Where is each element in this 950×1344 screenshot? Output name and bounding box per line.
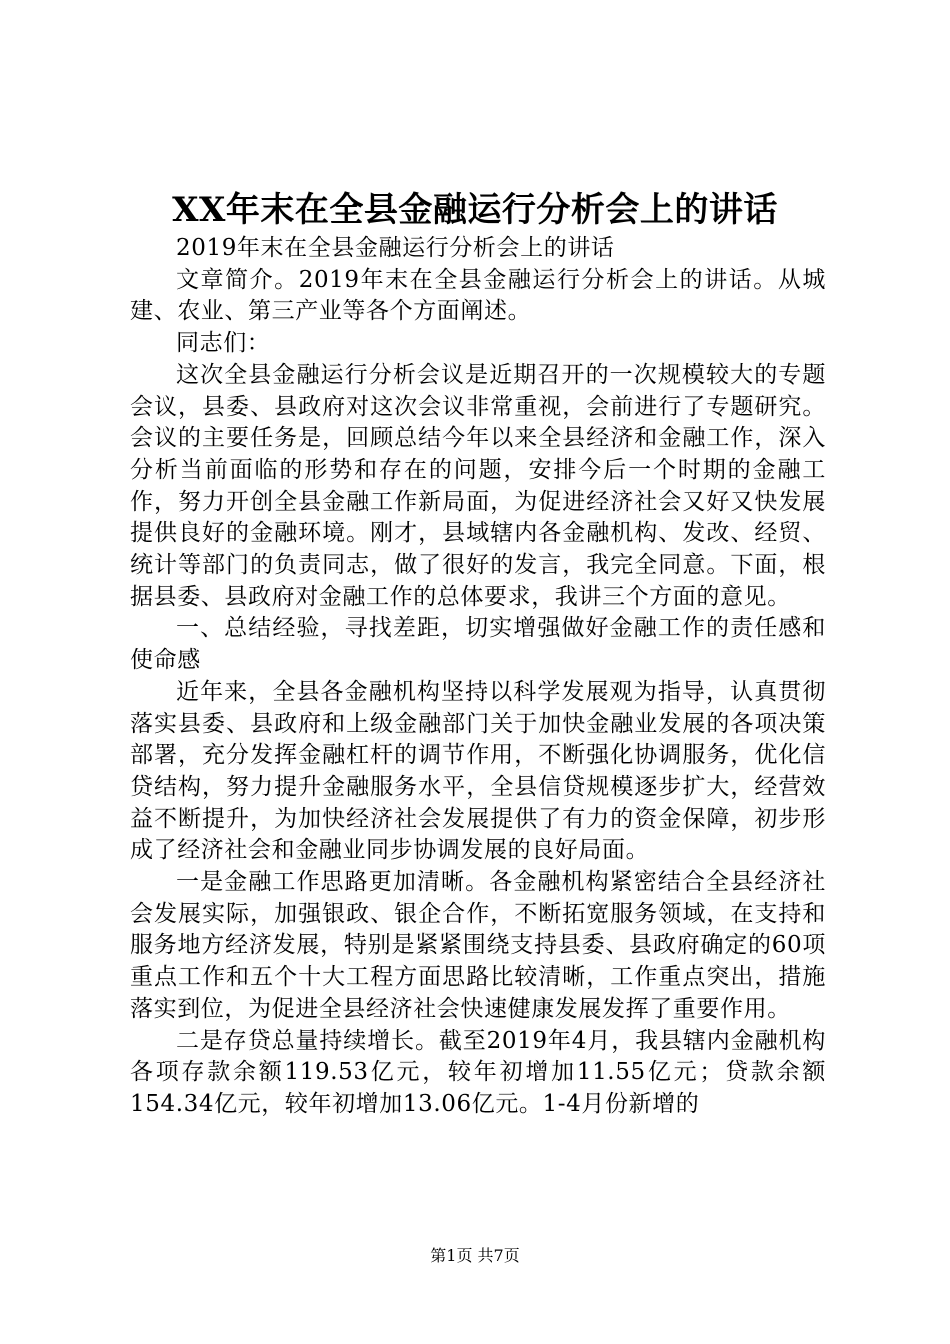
body-paragraph: 二是存贷总量持续增长。截至2019年4月，我县辖内金融机构各项存款余额119.53亿元，较年初增加11.55亿元；贷款余额154.34亿元，较年初增加13.06亿元。1-4月份新增的	[130, 1027, 826, 1117]
document-body	[130, 233, 826, 1121]
subtitle-paragraph: 2019年末在全县金融运行分析会上的讲话	[176, 235, 615, 261]
section-heading-paragraph: 一、总结经验，寻找差距，切实增强做好金融工作的责任感和使命感	[130, 615, 826, 674]
page-number-footer: 第1页 共7页	[430, 1246, 520, 1265]
summary-paragraph: 文章简介。2019年末在全县金融运行分析会上的讲话。从城建、农业、第三产业等各个方面阐述。	[130, 266, 826, 325]
body-paragraph: 近年来，全县各金融机构坚持以科学发展观为指导，认真贯彻落实县委、县政府和上级金融部门关于加快金融业发展的各项决策部署，充分发挥金融杠杆的调节作用，不断强化协调服务，优化信贷结构，努力提升金融服务水平，全县信贷规模逐步扩大，经营效益不断提升，为加快经济社会发展提供了有力的资金保障，初步形成了经济社会和金融业同步协调发展的良好局面。	[130, 678, 826, 864]
document-title: XX年末在全县金融运行分析会上的讲话	[172, 190, 778, 230]
body-paragraph: 这次全县金融运行分析会议是近期召开的一次规模较大的专题会议，县委、县政府对这次会议非常重视，会前进行了专题研究。会议的主要任务是，回顾总结今年以来全县经济和金融工作，深入分析当前面临的形势和存在的问题，安排今后一个时期的金融工作，努力开创全县金融工作新局面，为促进经济社会又好又快发展提供良好的金融环境。刚才，县域辖内各金融机构、发改、经贸、统计等部门的负责同志，做了很好的发言，我完全同意。下面，根据县委、县政府对金融工作的总体要求，我讲三个方面的意见。	[130, 361, 826, 610]
salutation-paragraph: 同志们：	[176, 330, 271, 357]
body-paragraph: 一是金融工作思路更加清晰。各金融机构紧密结合全县经济社会发展实际，加强银政、银企合作，不断拓宽服务领域，在支持和服务地方经济发展，特别是紧紧围绕支持县委、县政府确定的60项重点工作和五个十大工程方面思路比较清晰，工作重点突出，措施落实到位，为促进全县经济社会快速健康发展发挥了重要作用。	[130, 869, 826, 1022]
